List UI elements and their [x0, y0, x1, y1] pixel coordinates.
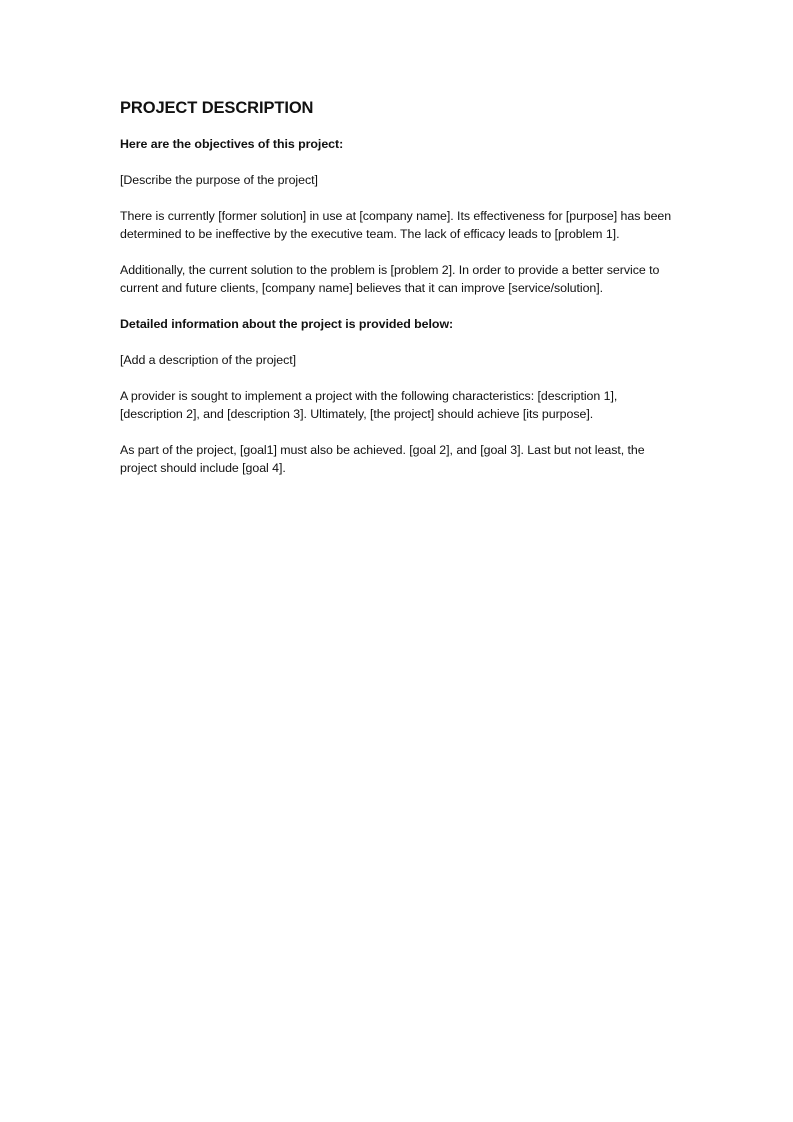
- additional-problem-paragraph: Additionally, the current solution to the problem is [problem 2]. In order to provide a better service to current and future clients, [company name] believes that it can improve [service/solution].: [120, 263, 660, 295]
- characteristics-paragraph: A provider is sought to implement a project with the following characteristics: [description 1], [description 2], and [description 3]. Ultimately, [the project] should achieve [its purpose].: [120, 389, 618, 421]
- goals-paragraph: As part of the project, [goal1] must also be achieved. [goal 2], and [goal 3]. Last but not least, the project should include [goal 4].: [120, 443, 645, 475]
- objectives-heading: Here are the objectives of this project:: [120, 137, 344, 151]
- purpose-placeholder: [Describe the purpose of the project]: [120, 173, 318, 187]
- details-heading: Detailed information about the project is provided below:: [120, 317, 454, 331]
- description-placeholder: [Add a description of the project]: [120, 353, 297, 367]
- current-solution-paragraph: There is currently [former solution] in use at [company name]. Its effectiveness for [purpose] has been determined to be ineffective by the executive team. The lack of efficacy leads to [problem 1].: [120, 209, 672, 241]
- document-body: [120, 97, 675, 495]
- page-title: PROJECT DESCRIPTION: [120, 99, 314, 117]
